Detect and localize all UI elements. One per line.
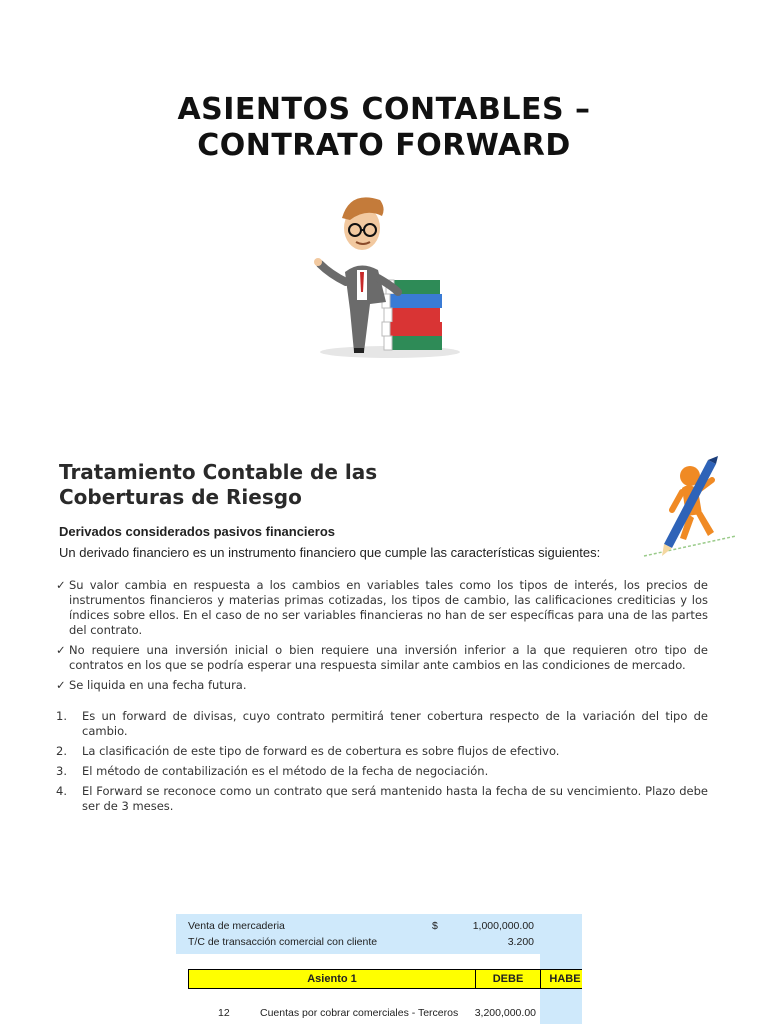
list-item-text: Es un forward de divisas, cuyo contrato permitirá tener cobertura respecto de la variación del tipo de cambio.: [82, 709, 708, 738]
characteristics-list: [56, 578, 708, 698]
list-item: [56, 578, 708, 638]
check-icon: ✓: [56, 678, 66, 692]
subheading: Derivados considerados pasivos financieros: [59, 524, 335, 539]
header-entry: Asiento 1: [188, 969, 476, 989]
header-debit: DEBE: [475, 969, 541, 989]
title-line-1: ASIENTOS CONTABLES –: [177, 92, 591, 127]
list-item: [56, 744, 708, 759]
row1-value: 1,000,000.00: [472, 920, 534, 932]
check-icon: ✓: [56, 643, 66, 657]
list-item: [56, 678, 708, 693]
section-title-line-2: Coberturas de Riesgo: [59, 485, 302, 509]
list-item-text: El método de contabilización es el método de la fecha de negociación.: [82, 764, 489, 778]
list-item: [56, 709, 708, 739]
list-item-text: El Forward se reconoce como un contrato que será mantenido hasta la fecha de su vencimiento. Plazo debe ser de 3 meses.: [82, 784, 708, 813]
businessman-with-binders-icon: [300, 182, 470, 362]
intro-text: Un derivado financiero es un instrumento financiero que cumple las características siguientes:: [59, 545, 601, 560]
section-title-line-1: Tratamiento Contable de las: [59, 460, 378, 484]
check-icon: ✓: [56, 578, 66, 592]
list-item: [56, 764, 708, 779]
row3-code: 12: [218, 1007, 230, 1019]
list-item-text: La clasificación de este tipo de forward es de cobertura es sobre flujos de efectivo.: [82, 744, 560, 758]
row1-currency: $: [432, 920, 438, 932]
row1-label: Venta de mercaderia: [188, 920, 285, 932]
list-item-text: Su valor cambia en respuesta a los cambios en variables tales como los tipos de interés, los precios de instrumentos financieros y materias primas cotizadas, los tipos de cambio, las calificaciones crediticias y los índices sobre ellos. En el caso de no ser variables financieras no han de ser específicas para una de las partes del contrato.: [69, 578, 708, 637]
section-title: [59, 460, 479, 510]
title-line-2: CONTRATO FORWARD: [197, 128, 571, 163]
row3-debit: 3,200,000.00: [474, 1007, 536, 1019]
list-item: [56, 643, 708, 673]
item-number: 2.: [56, 744, 67, 758]
row3-account: Cuentas por cobrar comerciales - Terceros: [260, 1007, 459, 1019]
accounting-spreadsheet: [176, 914, 582, 1024]
item-number: 3.: [56, 764, 67, 778]
row2-value: 3.200: [507, 936, 534, 948]
forward-points-list: [56, 709, 708, 819]
list-item-text: Se liquida en una fecha futura.: [69, 678, 247, 692]
item-number: 4.: [56, 784, 67, 798]
figure-holding-pencil-icon: [624, 452, 740, 560]
list-item: [56, 784, 708, 814]
page-title: [0, 92, 768, 164]
row2-label: T/C de transacción comercial con cliente: [188, 936, 378, 948]
item-number: 1.: [56, 709, 67, 723]
list-item-text: No requiere una inversión inicial o bien requiere una inversión inferior a la que requieren otro tipo de contratos en los que se podría esperar una respuesta similar ante cambios en las condiciones de mercado.: [69, 643, 708, 672]
header-credit: HABE: [540, 969, 582, 989]
